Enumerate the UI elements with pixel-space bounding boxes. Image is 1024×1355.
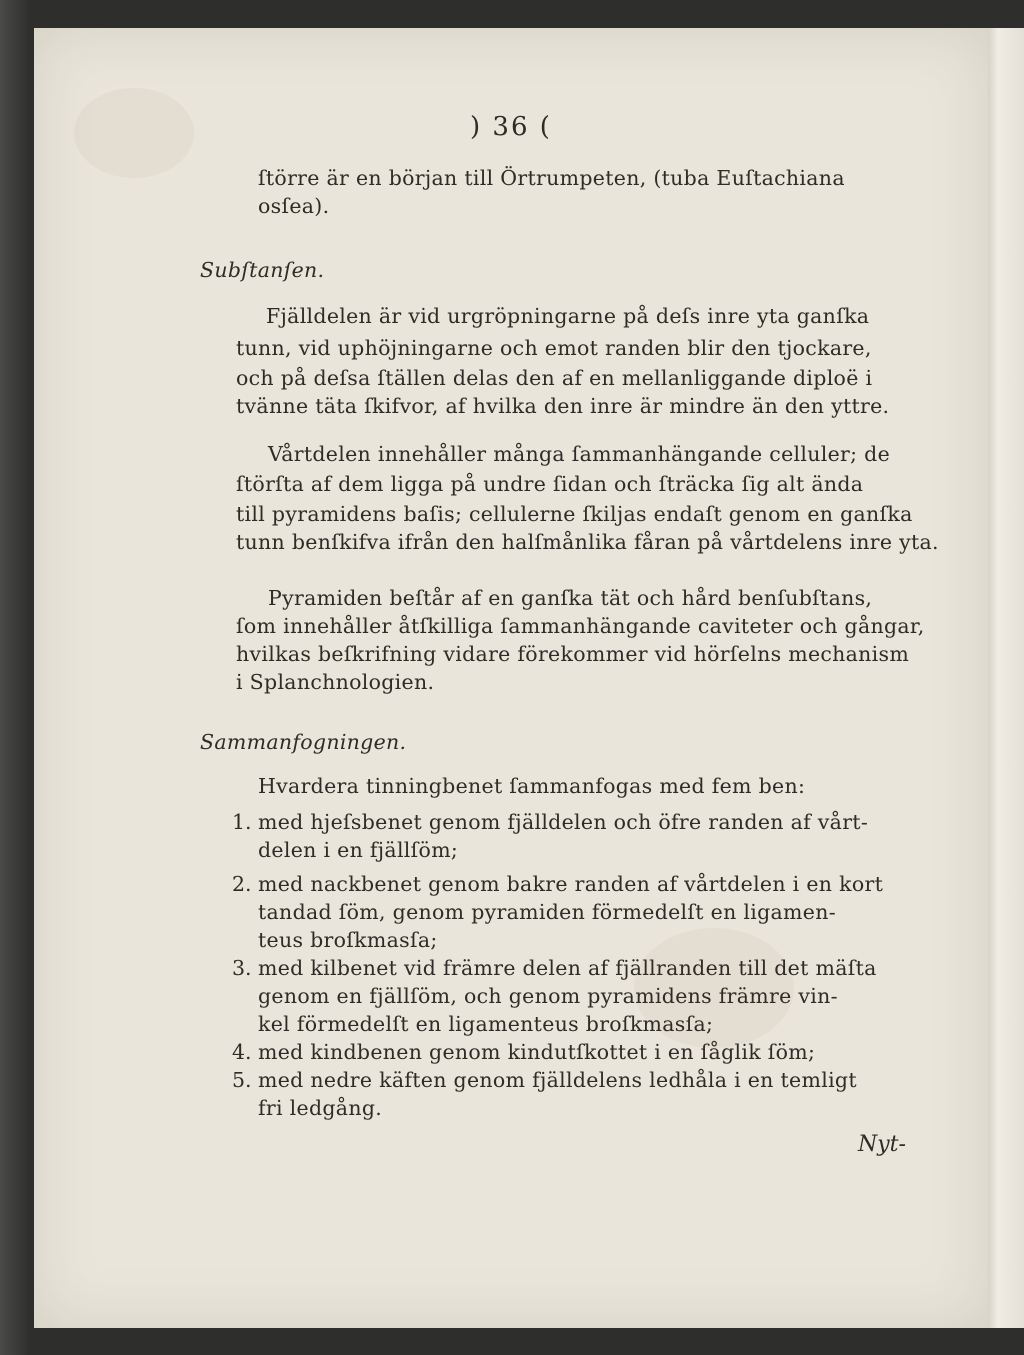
text-line: med kilbenet vid främre delen af fjällranden till det mäſta: [258, 956, 877, 980]
text-line: till pyramidens baſis; cellulerne ſkiljas endaſt genom en ganſka: [236, 502, 913, 526]
text-line: Hvardera tinningbenet ſammanfogas med fem ben:: [258, 774, 806, 798]
list-number: 3.: [232, 956, 252, 980]
text-line: teus broſkmasſa;: [258, 928, 438, 952]
text-line: tunn benſkifva ifrån den halſmånlika fåran på vårtdelens inre yta.: [236, 530, 939, 554]
paper-stain: [74, 88, 194, 178]
text-line: och på deſsa ſtällen delas den af en mellanliggande diploë i: [236, 366, 873, 390]
text-line: osſea).: [258, 194, 330, 218]
text-line: delen i en fjällſöm;: [258, 838, 459, 862]
text-line: Vårtdelen innehåller många ſammanhängande celluler; de: [268, 442, 891, 466]
text-line: Fjälldelen är vid urgröpningarne på deſs inre yta ganſka: [266, 304, 870, 328]
text-line: ſtörre är en början till Örtrumpeten, (tuba Euſtachiana: [258, 166, 845, 190]
text-line: tunn, vid uphöjningarne och emot randen blir den tjockare,: [236, 336, 872, 360]
catchword: Nyt-: [858, 1132, 906, 1157]
text-line: Pyramiden beſtår af en ganſka tät och hård benſubſtans,: [268, 586, 873, 610]
list-number: 2.: [232, 872, 252, 896]
list-number: 5.: [232, 1068, 252, 1092]
text-line: i Splanchnologien.: [236, 670, 435, 694]
section-heading: Sammanfogningen.: [200, 730, 407, 754]
text-line: med hjeſsbenet genom fjälldelen och öfre randen af vårt-: [258, 810, 869, 834]
page-number-header: ) 36 (: [470, 112, 552, 142]
text-line: kel förmedelſt en ligamenteus broſkmasſa;: [258, 1012, 714, 1036]
text-line: med nedre käften genom fjälldelens ledhåla i en temligt: [258, 1068, 857, 1092]
page-edge: [988, 28, 1024, 1328]
text-line: med kindbenen genom kindutſkottet i en ſåglik ſöm;: [258, 1040, 816, 1064]
text-line: genom en fjällſöm, och genom pyramidens främre vin-: [258, 984, 838, 1008]
text-line: ſtörſta af dem ligga på undre ſidan och ſträcka ſig alt ända: [236, 472, 864, 496]
text-line: ſom innehåller åtſkilliga ſammanhängande caviteter och gångar,: [236, 614, 925, 638]
text-line: hvilkas beſkrifning vidare förekommer vid hörſelns mechanism: [236, 642, 910, 666]
text-line: fri ledgång.: [258, 1096, 383, 1120]
book-page: [34, 28, 988, 1328]
list-number: 4.: [232, 1040, 252, 1064]
text-line: med nackbenet genom bakre randen af vårtdelen i en kort: [258, 872, 884, 896]
text-line: tandad ſöm, genom pyramiden förmedelſt en ligamen-: [258, 900, 836, 924]
section-heading: Subſtanſen.: [200, 258, 325, 282]
text-line: tvänne täta ſkifvor, af hvilka den inre är mindre än den yttre.: [236, 394, 890, 418]
list-number: 1.: [232, 810, 252, 834]
